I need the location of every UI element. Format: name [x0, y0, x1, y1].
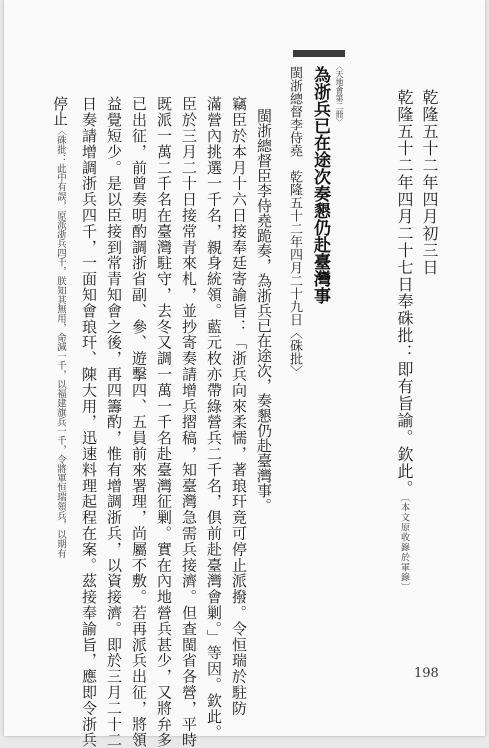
- body-line: 閩浙總督臣李侍堯跪奏，為浙兵已在途次，奏懇仍赴臺灣事。: [255, 108, 273, 513]
- body-line: 日奏請增調浙兵四千，一面知會琅玕、陳大用，迅速料理起程在案。茲接奉諭旨，應即令浙兵: [80, 96, 98, 748]
- series-tag: 〈天地會第二冊〉: [335, 62, 344, 126]
- body-line: 益覺短少。是以臣接到常青知會之後，再四籌酌，惟有增調浙兵，以資接濟。即於三月二十二: [105, 96, 123, 748]
- body-line: 竊臣於本月十六日接奉廷寄諭旨：「浙兵向來柔懦，著琅玕竟可停止派撥。令恒瑞於駐防: [230, 96, 248, 717]
- entry-date: 乾隆五十二年四月初三日: [420, 89, 439, 276]
- body-line: 已出征，前曾奏明酌調浙省副、參、遊擊四、五員前來署理，尚屬不敷。若再派兵出征，將領: [130, 96, 148, 748]
- document-author-line: 閩浙總督李侍堯 乾隆五十二年四月二十九日〈硃批〉: [287, 66, 302, 378]
- entry-rescript-line: [396, 89, 412, 593]
- body-line: 既派一萬二千名在臺灣駐守，去冬又調一萬一千名赴臺灣征剿。實在內地營兵甚少，又將弁多: [155, 96, 173, 748]
- document-title: 為浙兵已在途次奏懇仍赴臺灣事: [310, 66, 330, 304]
- rescript-text: 乾隆五十二年四月二十七日奉硃批：即有旨諭。欽此。: [395, 89, 414, 497]
- section-divider-bar: [293, 50, 345, 57]
- body-line: 臣於三月二十日接常青來札，並抄寄奏請增兵摺稿，知臺灣急需兵接濟。但查閩省各營，平時: [180, 96, 198, 748]
- body-line-with-annotation: [52, 96, 67, 558]
- body-line: 滿營內挑選一千名，親身統領。藍元枚亦帶綠營兵二千名，俱前赴臺灣會剿。」等因。欽此。: [205, 96, 223, 741]
- vermilion-annotation: 〈硃批：此中有誤，原派浙兵四千，朕知其無用，命減一千，以福建旗兵一千，令將軍恒瑞領兵，以期有: [55, 126, 66, 558]
- source-note: 〔本文原收錄於軍錄〕: [399, 497, 409, 593]
- body-line-text: 停止: [51, 96, 69, 126]
- page-number: 198: [414, 666, 439, 681]
- document-page: [4, 0, 485, 748]
